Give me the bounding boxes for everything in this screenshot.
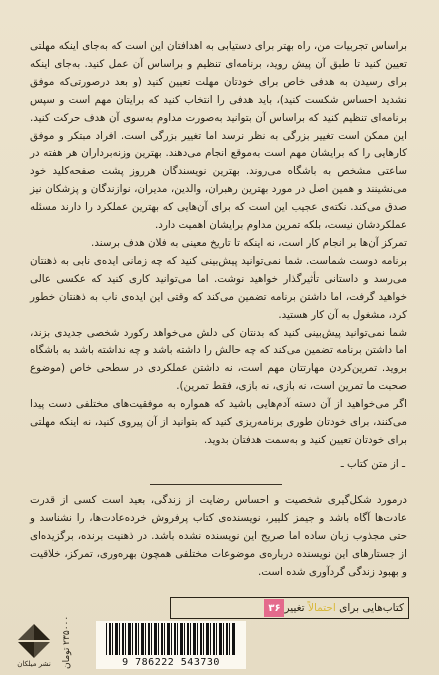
barcode-digits: 9 786222 543730: [122, 657, 220, 668]
excerpt-source: ـ از متن کتاب ـ: [340, 458, 405, 470]
divider-line: [150, 484, 282, 485]
barcode-icon: [106, 623, 236, 655]
series-number-badge: ۳۶: [264, 599, 284, 617]
price-label: ۲۳۵۰۰۰ تومان: [62, 615, 72, 669]
series-prefix: کتاب‌هایی برای: [335, 602, 404, 614]
excerpt-paragraph-5: اگر می‌خواهید از آن دسته آدم‌هایی باشید که همواره به موفقیت‌های مختلفی دست پیدا می‌کنند، برای خودتان طوری برنامه‌ریزی کنید که بتوانید از آن پیروی کنید، نه اینکه مهلتی برای خودتان تعیین کنید و به‌سمت هدفتان بدوید.: [30, 398, 407, 446]
excerpt-text: [30, 38, 407, 450]
excerpt-paragraph-3: برنامه دوست شماست. شما نمی‌توانید پیش‌بینی کنید که چه زمانی ایده‌ی نابی به ذهنتان می‌رسد و داستانی تأثیرگذار خواهید نوشت. اما می‌توانید کاری کنید که عکسی عالی خواهید گرفت، اما داشتن برنامه تضمین می‌کند که وقتی این ایده‌ی ناب به ذهنتان خطور کرد، مشغول به آن کار هستید.: [30, 254, 407, 321]
book-description: درمورد شکل‌گیری شخصیت و احساس رضایت از زندگی، بعید است کسی از قدرت عادت‌ها آگاه باشد و جیمز کلییر، نویسنده‌ی کتاب پرفروش خرده‌عادت‌ها، را نشناسد و حتی مجذوب زبان ساده اما صریح این نویسنده نشده باشد. در ذهنیت برنده، برگزیده‌ای از جستارهای این نویسنده درباره‌ی موضوعات مختلفی همچون بهره‌وری، تمرکز، خلاقیت و بهبود زندگی گردآوری شده است.: [30, 494, 407, 578]
series-accent-word: احتمالاً: [307, 602, 336, 614]
excerpt-paragraph-4: شما نمی‌توانید پیش‌بینی کنید که بدنتان کی دلش می‌خواهد رکورد شخصی جدیدی بزند، اما داشتن برنامه تضمین می‌کند که چه حالش را داشته باشد و چه نداشته باشد به باشگاه بروید. تمرین‌کردن مهارتتان مهم است، نه داشتن عملکردی در سطحی خاص (موضوع صحبت ما تمرین است، نه بازی، نه بازی، فقط تمرین).: [30, 326, 407, 393]
series-banner: [170, 597, 409, 619]
excerpt-paragraph-1: براساس تجربیات من، راه بهتر برای دستیابی به اهدافتان این است که به‌جای اینکه مهلتی تعیین کنید تا طبق آن پیش روید، برنامه‌ای تنظیم و براساس آن عمل کنید. به‌جای اینکه برای رسیدن به هدفی خاص برای خودتان مهلت تعیین کنید (و بعد درصورتی‌که موفق نشدید احساس شکست کنید)، باید هدفی را انتخاب کنید که برایتان مهم است و سپس برنامه‌ای تنظیم کنید که براساس آن بتوانید به‌صورت مداوم به‌سوی آن هدف حرکت کنید. این ممکن است تغییر بزرگی به نظر نرسد اما تغییر بزرگی است. افراد مبتکر و موفق کارهایی را که برایشان مهم است به‌موقع انجام می‌دهند. بهترین وزنه‌برداران هر هفته در ساعتی مشخص به باشگاه می‌روند. بهترین نویسندگان هرروز پشت صفحه‌کلید خود می‌نشینند و همین اصل در مورد بهترین رهبران، والدین، مدیران، نوازندگان و پزشکان نیز صدق می‌کند. نکته‌ی عجیب این است که برای آن‌هایی که بهترین عملکرد را دارند مسئله عملکردشان نیست، بلکه تمرین مداوم برایشان اهمیت دارد.: [30, 40, 407, 232]
series-suffix: تغییر: [284, 602, 308, 614]
excerpt-paragraph-2: تمرکز آن‌ها بر انجام کار است، نه اینکه تا تاریخ معینی به فلان هدف برسند.: [91, 236, 407, 249]
publisher-name: نشر میلکان: [17, 660, 51, 668]
barcode-block: [96, 621, 246, 669]
series-title: [284, 602, 404, 614]
